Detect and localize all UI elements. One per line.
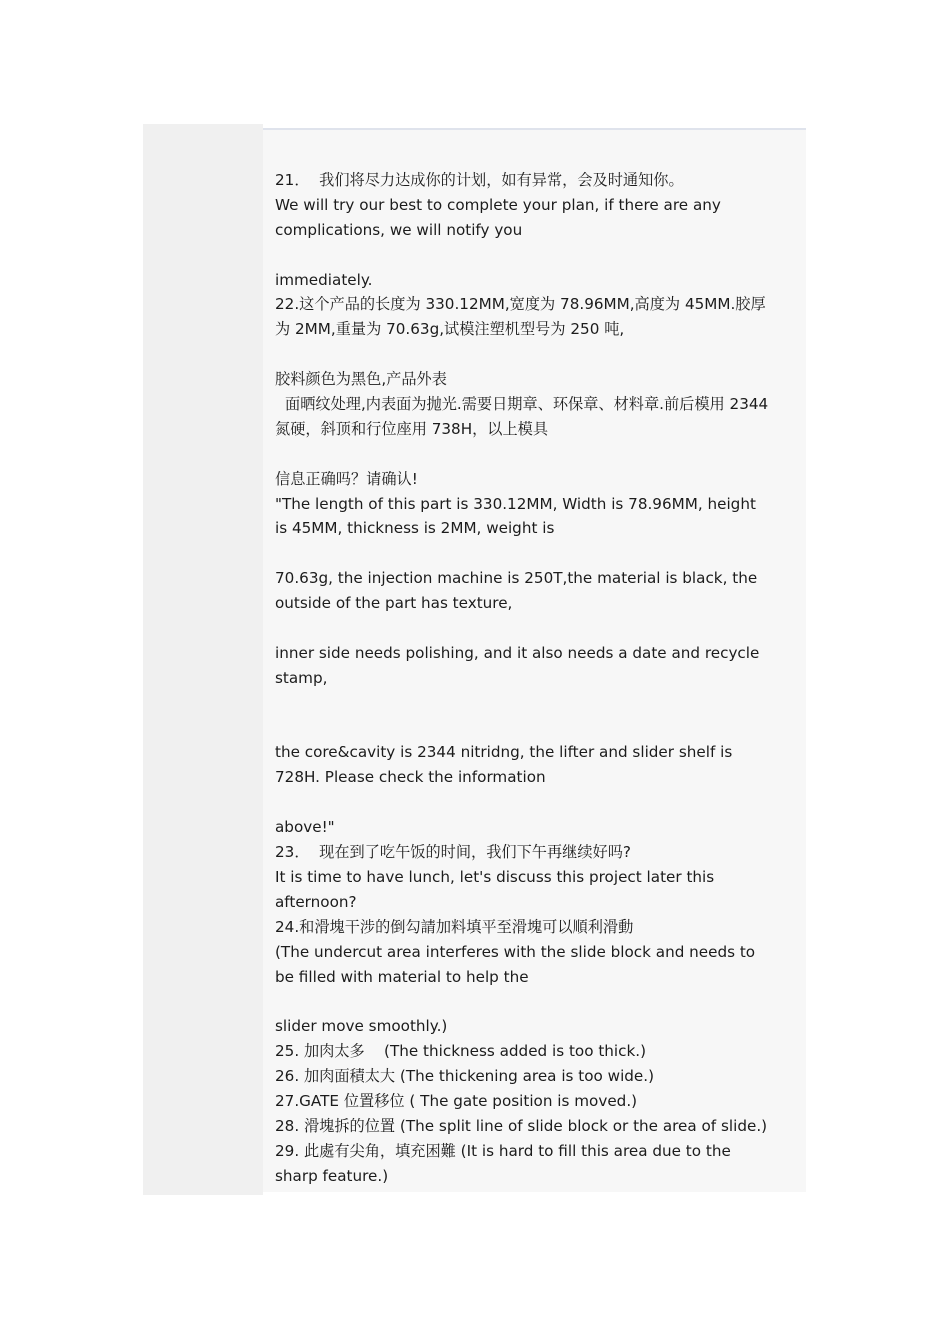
text-line: We will try our best to complete your plan, if there are any (275, 195, 721, 214)
left-margin-column (143, 124, 263, 1195)
text-line: sharp feature.) (275, 1166, 389, 1185)
text-line: 27.GATE 位置移位 ( The gate position is moved.) (275, 1091, 638, 1110)
text-line: "The length of this part is 330.12MM, Width is 78.96MM, height (275, 494, 756, 513)
text-line: 氮硬，斜顶和行位座用 738H，以上模具 (275, 419, 549, 438)
blank-line (275, 541, 797, 566)
text-line: 信息正确吗？请确认! (275, 469, 418, 488)
blank-line (275, 616, 797, 641)
blank-line (275, 989, 797, 1014)
blank-line (275, 243, 797, 268)
text-line: complications, we will notify you (275, 220, 523, 239)
blank-line (275, 716, 797, 741)
text-line: 22.这个产品的长度为 330.12MM,宽度为 78.96MM,高度为 45MM.胶厚 (275, 295, 766, 314)
blank-line (275, 790, 797, 815)
text-line: 25. 加肉太多 (The thickness added is too thick.) (275, 1042, 647, 1061)
text-line: is 45MM, thickness is 2MM, weight is (275, 519, 555, 538)
text-line: afternoon? (275, 892, 357, 911)
text-line: outside of the part has texture, (275, 594, 513, 613)
blank-line (275, 691, 797, 716)
text-line: immediately. (275, 270, 373, 289)
text-line: the core&cavity is 2344 nitridng, the lifter and slider shelf is (275, 743, 733, 762)
blank-line (275, 442, 797, 467)
text-line: 23． 现在到了吃午饭的时间，我们下午再继续好吗? (275, 843, 631, 862)
text-line: 26. 加肉面積太大 (The thickening area is too wide.) (275, 1067, 655, 1086)
text-line: 28. 滑塊拆的位置 (The split line of slide block or the area of slide.) (275, 1116, 768, 1135)
blank-line (275, 342, 797, 367)
document-text (275, 168, 797, 1189)
text-line: 面晒纹处理,内表面为抛光.需要日期章、环保章、材料章.前后模用 2344 (285, 395, 769, 414)
text-line: slider move smoothly.) (275, 1017, 448, 1036)
text-line: 为 2MM,重量为 70.63g,试模注塑机型号为 250 吨, (275, 320, 625, 339)
text-line: 29. 此處有尖角，填充困難 (It is hard to fill this area due to the (275, 1141, 731, 1160)
text-line: above!" (275, 818, 335, 837)
text-line: inner side needs polishing, and it also needs a date and recycle (275, 643, 760, 662)
text-line: 728H. Please check the information (275, 768, 546, 787)
text-line: 24.和滑塊干涉的倒勾請加料填平至滑塊可以順利滑動 (275, 917, 634, 936)
text-line: 70.63g, the injection machine is 250T,the material is black, the (275, 569, 758, 588)
text-line: 21． 我们将尽力达成你的计划，如有异常，会及时通知你。 (275, 171, 684, 189)
text-line: 胶料颜色为黑色,产品外表 (275, 370, 447, 389)
text-line: be filled with material to help the (275, 967, 529, 986)
text-line: stamp, (275, 668, 328, 687)
text-line: It is time to have lunch, let's discuss this project later this (275, 867, 715, 886)
text-line: (The undercut area interferes with the slide block and needs to (275, 942, 756, 961)
